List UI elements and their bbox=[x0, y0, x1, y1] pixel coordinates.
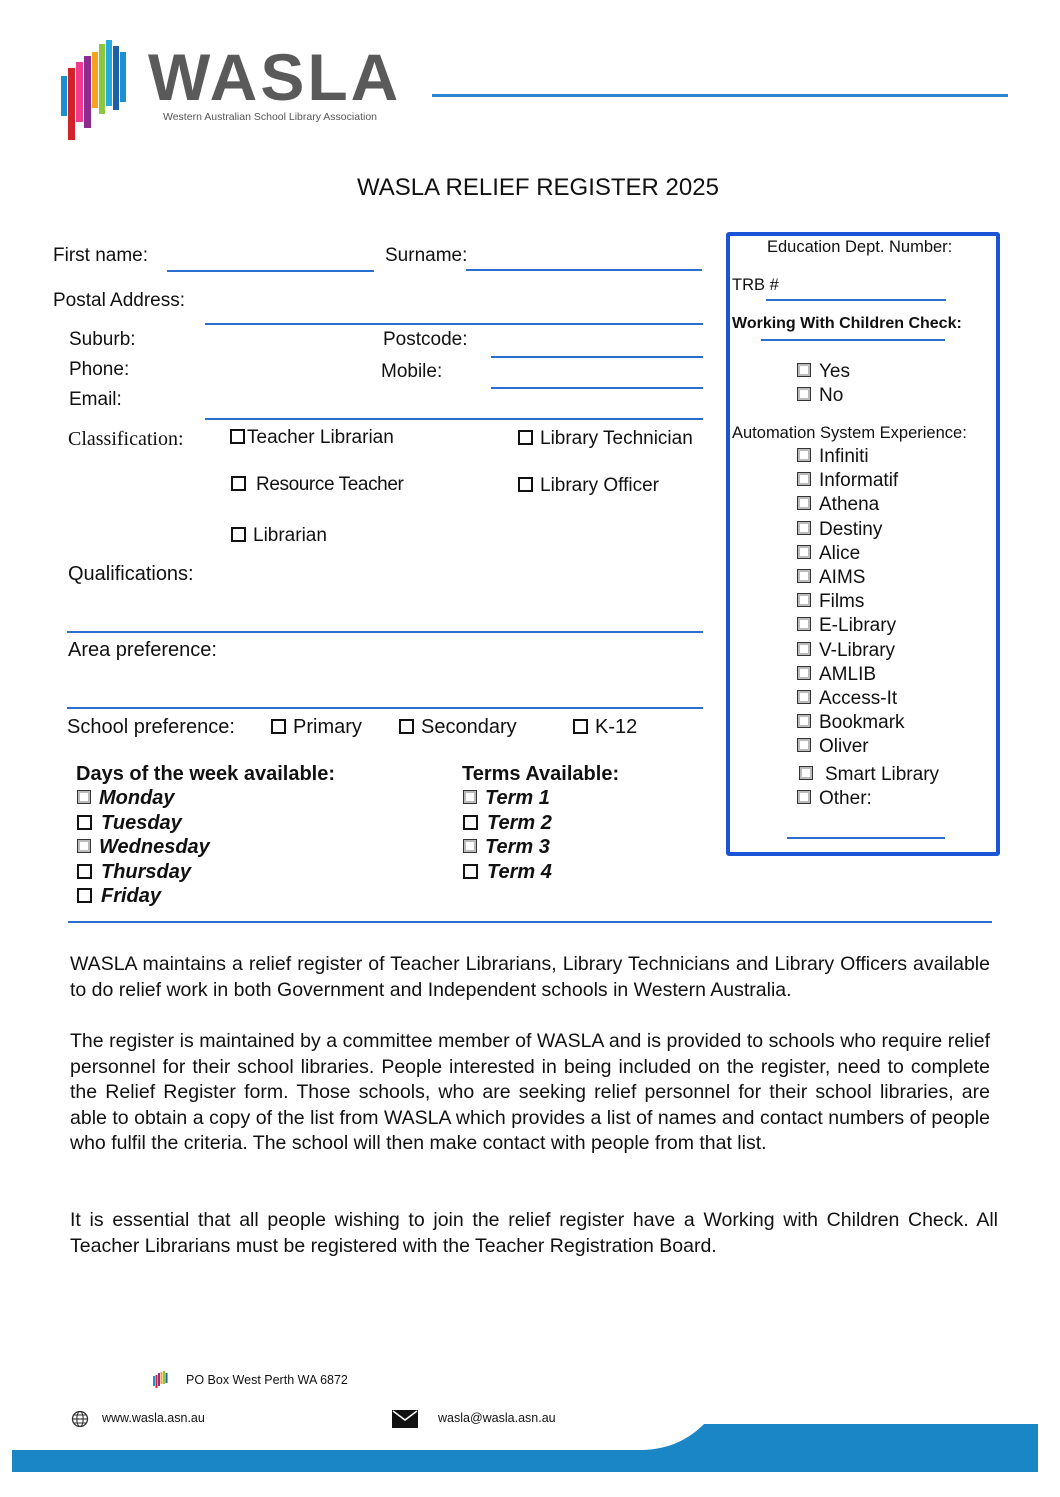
school-preference-label: School preference: bbox=[67, 716, 235, 738]
qualifications-label: Qualifications: bbox=[68, 563, 194, 585]
checkbox-icon bbox=[77, 888, 92, 903]
area-preference-label: Area preference: bbox=[68, 639, 217, 661]
checkbox-icon bbox=[797, 472, 811, 486]
checkbox-icon bbox=[797, 545, 811, 559]
checkbox-icon bbox=[518, 430, 533, 445]
day-option-monday[interactable]: Monday bbox=[77, 787, 175, 810]
checkbox-icon bbox=[797, 521, 811, 535]
checkbox-icon bbox=[463, 815, 478, 830]
postcode-field[interactable] bbox=[491, 356, 703, 358]
email-field[interactable] bbox=[205, 418, 703, 420]
first-name-field[interactable] bbox=[167, 270, 374, 272]
automation-option-infiniti[interactable]: Infiniti bbox=[797, 446, 869, 468]
classification-library-officer[interactable]: Library Officer bbox=[518, 475, 659, 497]
surname-field[interactable] bbox=[466, 269, 702, 271]
checkbox-icon bbox=[797, 387, 811, 401]
logo bbox=[58, 38, 403, 143]
surname-label: Surname: bbox=[385, 245, 468, 266]
checkbox-icon bbox=[231, 476, 246, 491]
day-option-wednesday[interactable]: Wednesday bbox=[77, 836, 210, 859]
classification-label: Classification: bbox=[68, 428, 184, 450]
footer-address: PO Box West Perth WA 6872 bbox=[186, 1373, 348, 1387]
requirements-paragraph: It is essential that all people wishing to join the relief register have a Working with Children Check. All Teacher Librarians must be registered with the Teacher Registration Board. bbox=[70, 1209, 998, 1257]
mobile-field[interactable] bbox=[491, 387, 703, 389]
qualifications-field[interactable] bbox=[67, 631, 703, 633]
header-rule bbox=[432, 94, 1008, 97]
automation-option-other[interactable]: Other: bbox=[797, 788, 872, 810]
automation-option-access-it[interactable]: Access-It bbox=[797, 688, 897, 710]
days-heading: Days of the week available: bbox=[76, 763, 336, 785]
phone-label: Phone: bbox=[69, 359, 130, 380]
logo-subtitle: Western Australian School Library Association bbox=[163, 111, 377, 123]
term-option-3[interactable]: Term 3 bbox=[463, 836, 550, 859]
wwcc-no-option[interactable]: No bbox=[797, 385, 843, 407]
checkbox-icon bbox=[797, 617, 811, 631]
classification-library-technician[interactable]: Library Technician bbox=[518, 428, 693, 450]
automation-option-alice[interactable]: Alice bbox=[797, 543, 860, 565]
section-divider bbox=[68, 921, 992, 923]
checkbox-icon bbox=[463, 790, 477, 804]
logo-bars-icon bbox=[58, 38, 138, 143]
automation-option-informatif[interactable]: Informatif bbox=[797, 470, 898, 492]
day-option-thursday[interactable]: Thursday bbox=[77, 861, 191, 884]
checkbox-icon bbox=[797, 363, 811, 377]
term-option-4[interactable]: Term 4 bbox=[463, 861, 552, 884]
terms-heading: Terms Available: bbox=[462, 763, 620, 785]
intro-paragraph: WASLA maintains a relief register of Teacher Librarians, Library Technicians and Library Officers available to do relief work in both Government and Independent schools in Western Australia. bbox=[70, 953, 990, 1001]
classification-teacher-librarian[interactable]: Teacher Librarian bbox=[230, 427, 394, 449]
postcode-label: Postcode: bbox=[383, 329, 468, 350]
checkbox-icon bbox=[797, 666, 811, 680]
automation-option-destiny[interactable]: Destiny bbox=[797, 519, 882, 541]
automation-option-amlib[interactable]: AMLIB bbox=[797, 664, 876, 686]
trb-field[interactable] bbox=[766, 299, 946, 301]
checkbox-icon bbox=[797, 714, 811, 728]
checkbox-icon bbox=[797, 496, 811, 510]
automation-label: Automation System Experience: bbox=[732, 424, 967, 442]
checkbox-icon bbox=[231, 527, 246, 542]
other-field[interactable] bbox=[787, 837, 945, 839]
area-preference-field[interactable] bbox=[67, 707, 703, 709]
automation-option-e-library[interactable]: E-Library bbox=[797, 615, 896, 637]
school-k12-option[interactable]: K-12 bbox=[573, 716, 637, 739]
checkbox-icon bbox=[230, 429, 245, 444]
term-option-1[interactable]: Term 1 bbox=[463, 787, 550, 810]
suburb-label: Suburb: bbox=[69, 329, 136, 350]
email-label: Email: bbox=[69, 389, 122, 410]
school-primary-option[interactable]: Primary bbox=[271, 716, 362, 739]
automation-option-aims[interactable]: AIMS bbox=[797, 567, 865, 589]
page-title: WASLA RELIEF REGISTER 2025 bbox=[357, 174, 719, 201]
automation-option-oliver[interactable]: Oliver bbox=[797, 736, 869, 758]
postal-address-field[interactable] bbox=[205, 323, 703, 325]
mobile-label: Mobile: bbox=[381, 361, 443, 382]
checkbox-icon bbox=[463, 864, 478, 879]
wwcc-yes-option[interactable]: Yes bbox=[797, 361, 850, 383]
checkbox-icon bbox=[797, 593, 811, 607]
classification-librarian[interactable]: Librarian bbox=[231, 525, 327, 547]
term-option-2[interactable]: Term 2 bbox=[463, 812, 552, 835]
checkbox-icon bbox=[77, 790, 91, 804]
postal-address-label: Postal Address: bbox=[53, 290, 186, 311]
automation-option-smart-library[interactable]: Smart Library bbox=[799, 764, 939, 786]
wwcc-field[interactable] bbox=[761, 339, 945, 341]
automation-option-films[interactable]: Films bbox=[797, 591, 864, 613]
checkbox-icon bbox=[573, 719, 588, 734]
logo-text: WASLA bbox=[148, 40, 402, 114]
footer-email-link[interactable]: wasla@wasla.asn.au bbox=[438, 1411, 556, 1425]
checkbox-icon bbox=[518, 477, 533, 492]
wasla-small-logo-icon bbox=[152, 1371, 168, 1389]
register-paragraph: The register is maintained by a committee member of WASLA and is provided to schools who require relief personnel for their school libraries. People interested in being included on the register, need to complete the Relief Register form. Those schools, who are seeking relief personnel for their school libraries, are able to obtain a copy of the list from WASLA which provides a list of names and contact numbers of people who fulfil the criteria. The school will then make contact with people from that list. bbox=[70, 1030, 990, 1155]
school-secondary-option[interactable]: Secondary bbox=[399, 716, 517, 739]
edu-dept-label: Education Dept. Number: bbox=[767, 238, 953, 256]
day-option-friday[interactable]: Friday bbox=[77, 885, 161, 908]
footer-wave-bar bbox=[0, 1420, 1060, 1480]
checkbox-icon bbox=[77, 864, 92, 879]
checkbox-icon bbox=[799, 766, 813, 780]
checkbox-icon bbox=[797, 569, 811, 583]
footer-website-link[interactable]: www.wasla.asn.au bbox=[102, 1411, 205, 1425]
checkbox-icon bbox=[797, 690, 811, 704]
checkbox-icon bbox=[463, 839, 477, 853]
automation-option-v-library[interactable]: V-Library bbox=[797, 640, 895, 662]
trb-label: TRB # bbox=[732, 276, 779, 294]
wwcc-label: Working With Children Check: bbox=[732, 315, 962, 332]
checkbox-icon bbox=[271, 719, 286, 734]
checkbox-icon bbox=[797, 738, 811, 752]
automation-option-athena[interactable]: Athena bbox=[797, 494, 879, 516]
checkbox-icon bbox=[77, 839, 91, 853]
day-option-tuesday[interactable]: Tuesday bbox=[77, 812, 182, 835]
checkbox-icon bbox=[797, 642, 811, 656]
checkbox-icon bbox=[399, 719, 414, 734]
automation-option-bookmark[interactable]: Bookmark bbox=[797, 712, 905, 734]
checkbox-icon bbox=[797, 448, 811, 462]
checkbox-icon bbox=[77, 815, 92, 830]
first-name-label: First name: bbox=[53, 245, 149, 266]
checkbox-icon bbox=[797, 790, 811, 804]
classification-resource-teacher[interactable]: Resource Teacher bbox=[231, 474, 403, 496]
